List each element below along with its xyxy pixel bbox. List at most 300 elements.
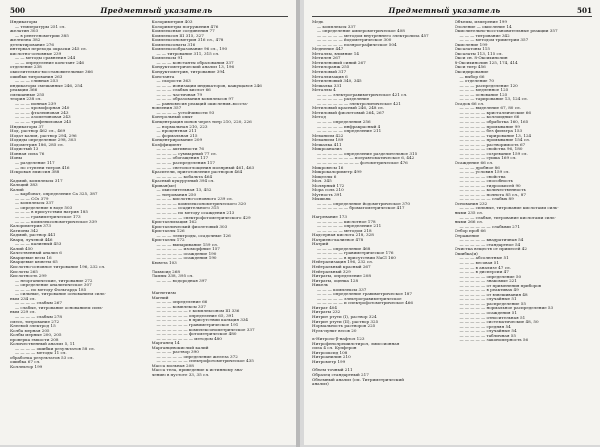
index-entry: Очистка веществ от примесей 42 [454, 247, 527, 252]
index-entry: — — — — — осаждения 190 [156, 256, 217, 261]
index-entry: — — — — — — комплексонометрическое 337 [156, 327, 255, 332]
index-entry: Мешалка 331 [312, 83, 342, 88]
index-entry: — определение амперометрическое 408 [317, 29, 405, 34]
index-entry: — — — — — определение железа 372 [156, 354, 238, 359]
index-entry: 8-Оксихинолин 125, 174, 414 [454, 60, 518, 65]
index-entry: Окси титр 456 [454, 65, 486, 70]
index-entry: — — — сильные, титрование кислотами силь- [459, 206, 559, 211]
index-entry: Марганец 14 [151, 341, 180, 346]
index-entry: Иодат калия, раствор 294, 296 [10, 133, 77, 138]
index-entry: Отражение [454, 233, 480, 238]
index-entry: — — — весовая 51 [459, 260, 500, 265]
index-entry: Комплексонометрия 316 сл., 478 [151, 38, 224, 43]
index-entry: — — — в анализе 47 сл. [459, 265, 511, 270]
index-entry: Объемы, измерение 199 [454, 20, 507, 24]
index-entry: — — — константы образования 337 [156, 60, 234, 65]
index-entry: детектирование 276 [10, 42, 55, 47]
index-entry: — — — азометиновая 243 [15, 115, 71, 120]
index-entry: — — — — — кислотное 178 [317, 219, 376, 224]
index-entry: — — — — — коллоидные 66 [459, 115, 520, 120]
index-entry: Индикаторы [10, 20, 38, 24]
index-entry: — — — — — средняя 54 [459, 324, 511, 329]
index-entry: ными 266 сл. [454, 220, 484, 225]
index-entry: — карбонат, определение Са 325, 387 [15, 192, 98, 197]
index-entry: окислительно-восстановительные 366 [10, 70, 93, 75]
index-entry: — — — электроды, осадочные 126 [156, 233, 231, 238]
index-entry: — — — распределения 117 [156, 160, 215, 165]
index-entry: — — — светопоглощения молярный 461, 463 [156, 165, 255, 170]
index-entry: — скорости 363 [156, 79, 191, 84]
index-entry: — — — — — определение 211 [317, 224, 382, 229]
index-entry: новления 357 [151, 106, 182, 111]
left-index-column-2 [152, 20, 289, 445]
index-entry: — — — — — в присутствии NaCl 160 [317, 255, 396, 260]
index-entry: кислотно-основные 239 [10, 51, 62, 56]
index-entry: Нитрит ртути (I), раствор 324 [312, 315, 377, 319]
index-entry: Калориметрия 373 [10, 224, 51, 229]
index-entry: Микрокалориметр 499 [312, 170, 362, 175]
index-entry: — — — ионизации индикаторов, кажущаяся 246 [156, 83, 262, 88]
index-entry: — — — определение йодометрическое 370 [317, 201, 410, 206]
index-entry: — — — гравиметрическое 173 [15, 214, 81, 219]
index-entry: Нейтральный красный 267 [312, 264, 371, 269]
index-entry: — выбор 66 [459, 74, 485, 79]
index-entry: Никель [312, 283, 329, 288]
index-entry: — — методы сравнения 244 [15, 56, 76, 61]
index-entry: Магний [151, 295, 169, 300]
index-entry: — — — — осадительного 315 [156, 206, 219, 211]
index-entry: — сильные, титрование основанием силь- [15, 292, 106, 297]
index-entry: Метиленовый синий 267 [312, 60, 366, 65]
index-entry: Нитрофенолрешилстирол, эмиссионная [312, 341, 400, 346]
index-entry: — — — — — полнота 85 сл., 87 [459, 192, 526, 197]
index-entry: — — — трифениловая 245 [15, 120, 72, 125]
index-entry: — — — в дисперсии 47 [459, 270, 509, 275]
index-entry: — — — — — кристаллические 66 [459, 110, 531, 115]
right-page-title: Предметный указатель [388, 6, 501, 15]
index-entry: — — — частичная 79 [156, 92, 203, 97]
index-entry: Метиловый 317 [312, 70, 347, 75]
index-entry: чению в пустоте 33, 35 сл. [151, 373, 210, 378]
index-entry: Кювета 103 [151, 260, 177, 265]
index-entry: — слабые, титрование основанием силь- [15, 305, 104, 310]
index-entry: Нуль-пункт весов 20 [312, 328, 357, 333]
index-entry: — — — — методы 11 сл. [15, 351, 67, 356]
index-entry: — отделение 70 [459, 79, 494, 84]
index-entry: Комплексон III 315, 327 [151, 33, 204, 38]
index-entry: — — — — — — спектрофотометрическое 435 [156, 359, 254, 364]
index-entry: — — — определение гравиметрическое 187 [317, 292, 413, 297]
index-entry: Кислотность 299 [10, 274, 47, 279]
index-entry: Индикаторы 37 [10, 124, 44, 129]
index-entry: Нитраты 232 [312, 310, 341, 315]
index-entry: — — — раствор 390 [156, 350, 199, 355]
index-entry: — — — хромофорная 240 [15, 106, 70, 111]
index-entry: — — — — — сушка 169 сл. [459, 156, 517, 161]
index-entry: Кислоты 265 [10, 269, 38, 274]
index-entry: — — — обогащения 117 [156, 156, 209, 161]
index-entry: — — — определение 468 [317, 246, 371, 251]
index-entry: — — — — — — броматометрическое 417 [317, 206, 405, 211]
index-entry: Комплексы 91 [151, 56, 183, 61]
index-entry: — определение в воде 503 [15, 205, 73, 210]
index-entry: — — — — — промывание 99 [459, 124, 520, 129]
index-entry: Колба мерная 205 [10, 328, 50, 333]
index-entry: — — — комплексонометрическое 339 [15, 219, 97, 224]
index-entry: — — — комплексы 337 [156, 304, 206, 309]
index-entry: — — — — — определение 211 [317, 129, 382, 134]
index-entry: Металлы 4 [312, 88, 336, 93]
index-entry: Металлизация 6 [312, 74, 348, 79]
index-entry: Марганцевокислый калий [151, 345, 209, 350]
index-entry: — комплексы 337 [317, 24, 356, 29]
index-entry: Микроанализ [312, 147, 342, 152]
index-entry: Надсерная кислота 218, 328 [312, 233, 374, 238]
index-entry: — — — — — гидроокисей 90 [459, 183, 521, 188]
index-entry: Кристаллы 172 [151, 238, 185, 243]
index-entry: Кристаллы 126 [151, 229, 185, 234]
index-entry: — — — ионная 239 [15, 101, 56, 106]
index-entry: Контрольный опыт [151, 115, 193, 120]
index-entry: Нитрит ртути (II), раствор 325 [312, 319, 379, 324]
index-entry: Нейтрализация 196, 232 сл. [312, 260, 374, 265]
index-entry: — — — СО₂ 379 [15, 196, 49, 201]
index-entry: Механизм 422 [312, 133, 344, 138]
index-entry: проверка емкости 208 [10, 337, 59, 342]
index-entry: — — — по методу Фольгарда 185 [15, 287, 87, 292]
index-entry: — — — основание 125 [459, 92, 508, 97]
index-entry: смешанные 255 [10, 92, 45, 97]
index-entry: желатин 303 [10, 29, 39, 34]
index-entry: — равновесия реакций окисления–восста- [156, 101, 249, 106]
index-entry: — — — — — распределение 55 [459, 301, 526, 306]
index-entry: — — — — — — определение 65, 391 [156, 313, 234, 318]
index-entry: — — — тарирование 13, 124 сл. [459, 97, 528, 102]
index-entry: — — — абсолютные 51 [459, 256, 509, 261]
index-entry: — — — — — методом внутреннего электролиза 457 [317, 33, 429, 38]
index-entry: — — — — — случайные 51 [459, 297, 517, 302]
index-entry: интервал перехода окраски 245 сл. [10, 47, 87, 52]
index-entry: — — — — — осаждение 190 [156, 251, 217, 256]
index-entry: — — — распределение 120 [459, 83, 518, 88]
index-entry: — — титрование 311, 315 сл. [156, 51, 220, 56]
index-entry: Кондуктометрический анализ 13, 196 [151, 65, 235, 70]
index-entry: Нитрометр 199 [312, 359, 346, 364]
index-entry: Микровесы 16 [312, 165, 344, 170]
index-entry: — — — — устойчивости 93 [156, 110, 215, 115]
index-entry: Иодиды определение 298, 303 [10, 138, 76, 143]
index-entry: Комплексонаты 316 [151, 42, 196, 47]
index-entry: Метилоранж 255 [312, 65, 350, 70]
index-entry: Объем точный 211 [312, 368, 353, 373]
index-entry: — — — активности 76 [156, 147, 204, 152]
index-entry: — — — — — — — полуавтоматическое 6, 442 [317, 156, 415, 161]
index-entry: Метиленовый 340, 345 [312, 79, 362, 84]
index-entry: — — — — — свойства [459, 174, 506, 179]
index-entry: Нагревание 173 [312, 214, 347, 219]
index-entry: — — — методом триметрии 357 [459, 38, 529, 43]
index-entry: — — — — — гравиметрическое 176 [317, 251, 394, 256]
index-entry: Мицеллы 6 [312, 174, 337, 179]
index-entry: Метиловый красный 246, 248 сл. [312, 106, 384, 111]
index-entry: Кадмий, комплексы 317 [10, 178, 63, 183]
left-index-column-1 [10, 20, 147, 445]
index-entry: Кальций 383 [10, 183, 38, 188]
index-entry: — — — — — полярографическое 504 [317, 42, 397, 47]
index-entry: — — — — — спектрофотометрического 429 [156, 215, 251, 220]
index-entry: Лакмоид 268 [151, 269, 180, 274]
index-entry: — — — дробное 86 [459, 165, 500, 170]
index-entry: Кварцевые кюветы 65 [10, 260, 58, 265]
index-entry: — — — — — методом 218 [317, 228, 372, 233]
left-page-title: Предметный указатель [100, 6, 213, 15]
index-entry: — формальная 215 [156, 133, 198, 138]
index-entry: — нормальная 210, 223 [156, 124, 208, 129]
index-entry: — — — — — — — — фотометрическое 476 [317, 160, 408, 165]
index-entry: — — — слабые, титрование кислотами силь- [459, 215, 556, 220]
index-entry: — — — — — промывание 154 сл. [459, 138, 530, 143]
index-entry: ошибка 67 сл. [10, 360, 41, 365]
index-entry: Лампы 338, 395 сл. [151, 274, 194, 279]
book-gutter [296, 0, 300, 447]
index-entry: Нитрооксид 108 [312, 350, 348, 355]
index-entry: — температуры 251 сл. [15, 24, 66, 29]
index-entry: Кварцевые весы 16 [10, 255, 52, 260]
index-entry: — — — — — — с комплексоном III 336 [156, 309, 240, 314]
index-entry: Образец стандартный 217 [312, 373, 369, 378]
index-entry: α-Нитрозо-β-нафтол 123 [312, 337, 365, 342]
index-entry: — — — — — способность [459, 179, 514, 184]
index-entry: Количественный анализ 5, 11 [10, 342, 76, 347]
right-page-number: 501 [576, 6, 592, 15]
index-entry: — — — — — — — методом 480 [156, 336, 222, 341]
index-entry: Колориметры погружения 476 [151, 24, 219, 29]
index-entry: Иод, раствор 462 сл., 469 [10, 129, 66, 134]
index-entry: — — — — — растворимость 67 [459, 142, 526, 147]
index-entry: смесь, титрование 272 [10, 319, 60, 324]
index-entry: Концентрирование 209 [151, 138, 203, 143]
index-entry: Механизм 189 [312, 138, 344, 143]
index-entry: Комплексные соединения 77 [151, 29, 215, 34]
index-entry: — — — — — — слабых 89 [459, 197, 514, 202]
index-entry: — — — определение 66 [156, 300, 208, 305]
index-entry: Коллектор 199 [10, 365, 43, 370]
index-entry: — — — образования комплексов 97 [156, 97, 234, 102]
index-entry: Оксидирование [454, 70, 489, 75]
index-entry: — — — — — электрогравиметрическое [317, 296, 402, 301]
index-entry: — определение аналитическое 307 [15, 283, 92, 288]
index-entry: Окисление 199 [454, 42, 488, 47]
index-entry: Металлы, влияние 14 [312, 51, 359, 56]
index-entry: — — — — — относительная 51 [459, 315, 526, 320]
index-entry: — по ступени титров 416 [15, 165, 70, 170]
index-entry: желтизна 382 [10, 38, 41, 43]
index-entry: — — — — — свойства 96, 180 [459, 147, 523, 152]
index-entry: Окси сн. 8-Оксихинолин [454, 56, 508, 61]
index-entry: теория 238 сл. [10, 97, 42, 102]
index-entry: — — — медленное 125 [459, 88, 509, 93]
index-entry: Основания 232 [454, 201, 488, 206]
index-entry: Мешалка 411 [312, 142, 342, 147]
index-entry: — — — — — кобальта 464 [156, 174, 213, 179]
index-entry: обработка результатов 53 сл. [10, 355, 74, 360]
index-entry: Иодометрия 186, 285 сл. [10, 142, 64, 147]
index-entry: Осаждение 66 сл. [454, 160, 494, 165]
index-entry: — — — — — знакомые 221 [459, 279, 517, 284]
index-entry: — — — — — от взвешивания 48 [459, 292, 528, 297]
index-entry: Оксалатоны 115 [454, 47, 491, 52]
right-page-header [312, 6, 592, 17]
left-page-number: 500 [10, 6, 26, 15]
index-entry: — — — — — — фотометрическое 480 [156, 332, 237, 337]
index-entry: ным 229 сл. [10, 310, 36, 315]
index-entry: Иодистый 13 [10, 147, 39, 152]
index-entry: — — — — — обработка 160, 165 [459, 120, 529, 125]
index-entry: — — — — по методу осаждения 213 [156, 210, 235, 215]
index-entry: — титрования 250 [156, 192, 197, 197]
index-entry: Нейтральный 329 [312, 269, 351, 274]
left-page [0, 0, 296, 445]
index-entry: — — — электрогравиметрическое 421 сл. [317, 92, 408, 97]
index-entry: Натрий [312, 242, 329, 247]
index-entry: — — — — — стандартное 54 [459, 242, 521, 247]
index-entry: Натриево-калиевое 478 [312, 237, 364, 242]
index-entry: — — — — — осаждения 51 [459, 311, 517, 315]
index-entry: Нормальность растворов 225 [312, 324, 376, 329]
index-entry: Искровая эмиссия 388 [10, 170, 60, 175]
index-entry: Магнетизм [151, 291, 176, 296]
index-entry: реакции 366 [10, 88, 38, 93]
index-entry: — комплексы 337 [15, 201, 54, 206]
index-entry: — — — комплексы 337 [317, 287, 367, 292]
index-entry: Мутность 391 [312, 192, 342, 197]
index-entry: — — — — — и спектрофотометрическое 466 [317, 301, 413, 306]
index-entry: — в рентгенометрии 385 [15, 33, 69, 38]
index-entry: Калий [10, 187, 24, 192]
index-entry: Осадок 66 сл. [454, 101, 485, 106]
index-entry: — — — выпаривание 159 сл. [156, 242, 219, 247]
index-entry: — — — — — случайные 54 [459, 329, 517, 334]
right-page [304, 0, 600, 445]
index-entry: Мол. 345 [312, 179, 332, 184]
index-entry: — — — — — табличная 55 [459, 333, 516, 338]
index-entry: — — — — — в реактивах 49 [459, 288, 519, 293]
index-entry: — — — — — от применения приборов [459, 283, 542, 288]
index-entry: — процентная 211 [156, 129, 197, 134]
index-entry: — — — — — определение разделительное 315 [317, 151, 418, 156]
index-entry: Ошибка(и) [454, 251, 478, 256]
index-entry: Концентрация ионов через титр 210, 220, 226 [151, 120, 252, 125]
index-entry: Кварц, лучевой 446 [10, 237, 53, 242]
index-entry: — — — титрование 342 [459, 33, 510, 38]
index-entry: — — — кислотно-основного 239 сл. [156, 197, 233, 202]
index-entry: — — — — — систематические 48, 50 [459, 320, 539, 325]
index-entry: — — — — слабым 267 [15, 301, 62, 306]
index-entry: Медь [312, 20, 324, 24]
index-entry: Мора соль 210 [312, 188, 344, 193]
index-entry: сила 4 сл. Купферон [312, 346, 357, 351]
index-entry: Колориметрия 403 [151, 20, 193, 24]
index-entry: — — — — — нормальное распределение 53 [459, 306, 554, 311]
index-entry: индикаторы смешанные 246, 254 [10, 83, 83, 88]
left-page-header [10, 6, 288, 17]
index-entry: Метилен 267 [312, 56, 341, 61]
index-entry: Нитраты, определение 208 [312, 274, 371, 279]
index-entry: — — — — комплексонометрического 320 [156, 201, 246, 206]
index-entry: Кислотно-основное титрование 196, 232 сл. [10, 264, 106, 269]
index-entry: — — — выделение 67, 80 сл. [459, 106, 521, 111]
index-entry: — — — — слабым 278 [15, 315, 62, 319]
index-entry: — — — слабых кислот 66 [156, 88, 211, 93]
index-entry: Отбор проб 66 [454, 229, 486, 234]
index-entry: — — — — — тарирование 13, 124 [459, 133, 532, 138]
index-entry: Меднение 447 [312, 47, 344, 52]
index-entry: Калий 450 [10, 246, 33, 251]
index-entry: — — — фталеиновая 243 [15, 110, 69, 115]
index-entry: Кондуктометрия, титрование 394 [151, 70, 225, 75]
index-entry: — — — — — — гравиметрическое 191 [156, 323, 239, 327]
index-entry: Коэффициент [151, 142, 182, 147]
index-entry: Кадмий, раствор 441 [10, 233, 56, 238]
index-entry: — — — определения 256 [317, 120, 371, 125]
index-entry: Колбы мерные 200, 205 [10, 333, 62, 338]
index-entry: — — — — — изоморфные 157 [156, 247, 220, 252]
index-entry: — — — — — созревание 159 сл. [459, 151, 528, 156]
index-entry: Масса мольная 208 [151, 363, 194, 368]
index-entry: Метод [312, 115, 326, 120]
index-entry: — окислительная 13, 452 [156, 188, 212, 193]
index-entry: Нитрат 404 [312, 305, 338, 310]
index-entry: — — — — ошибки результатов 58 сл. [15, 346, 95, 351]
index-entry: Нитраты, оценка 128 [312, 278, 359, 283]
index-entry: Озоление — окисление 14 [454, 24, 512, 29]
index-entry: Ионная сила 76 [10, 151, 45, 156]
index-entry: — — — — — разделение [317, 97, 370, 102]
index-entry: Молярный 172 [312, 183, 345, 188]
index-entry: Кристаллический фиолетовый 303 [151, 224, 228, 229]
index-entry: Константа [151, 74, 175, 79]
index-entry: Нитроанилин 210 [312, 355, 351, 360]
index-entry: Кристаллизация 162 [151, 220, 197, 225]
index-entry: — неорганические, титрование 272 [15, 278, 93, 283]
index-entry: — — — — — закономерность 56 [459, 338, 529, 343]
index-entry: — — — в присутствии натрия 185 [15, 210, 88, 215]
index-entry: — — — — — — электролитическое 421 [317, 101, 401, 106]
index-entry: Ионы [10, 156, 23, 161]
right-index-column-2 [455, 20, 593, 445]
index-entry: Красный кукурузный 394 сл. [151, 179, 215, 184]
index-entry: Качественный анализ 6 [10, 251, 62, 256]
index-entry: ным 234 сл. [10, 296, 36, 301]
index-entry: — — — — — йодометрическое 300 [317, 38, 392, 43]
index-entry: — — — сливная 253 [15, 79, 58, 84]
index-entry: анализ) [312, 382, 329, 387]
index-entry: — — — — — квадратичная 54 [459, 238, 524, 243]
index-entry: Мышьяк [312, 197, 331, 202]
index-entry: Катионы 342 [10, 228, 39, 233]
index-entry: ными 235 сл. [454, 210, 484, 215]
index-entry: — — — водородная 397 [156, 278, 207, 283]
index-entry: отделение 238 [10, 65, 42, 70]
index-entry: Оксалаты 113, 115 сл. [454, 51, 503, 56]
index-entry: — — — — суммарный 77 сл. [156, 151, 217, 156]
index-entry: — — определение констант 246 [15, 60, 85, 65]
index-entry: Метиловый фиолетовый 264, 267 [312, 110, 385, 115]
index-entry: ошибки титрования 263 [10, 74, 63, 79]
index-entry: Комплексообразование 96 сл., 190 [151, 47, 228, 52]
index-entry: Клеевой электрод 15 [10, 324, 56, 329]
index-entry: — — — — — инфракрасный 4 [317, 124, 381, 129]
